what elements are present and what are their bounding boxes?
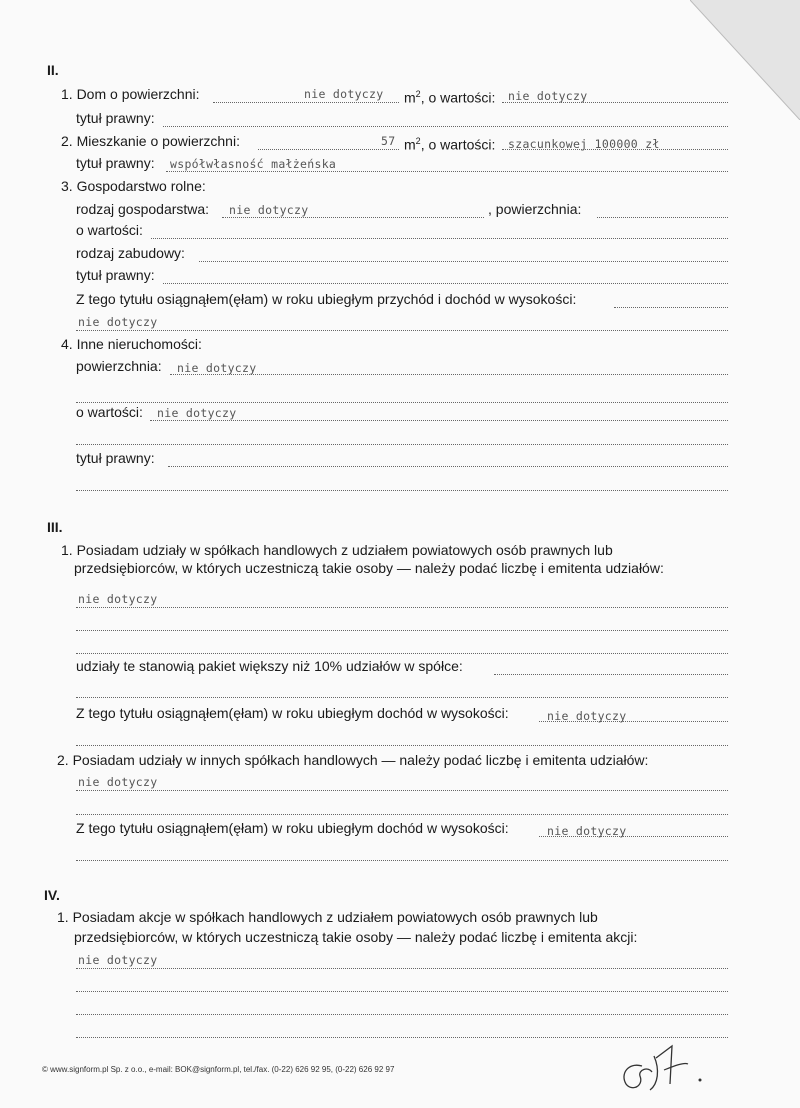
farm-label: 3. Gospodarstwo rolne: xyxy=(61,178,206,194)
farm-type-value: nie dotyczy xyxy=(229,203,309,217)
house-title-label: tytuł prawny: xyxy=(76,110,155,126)
other-title-label: tytuł prawny: xyxy=(76,450,155,466)
farm-income-label: Z tego tytułu osiągnąłem(ęłam) w roku ubiegłym przychód i dochód w wysokości: xyxy=(76,291,577,307)
farm-area-label: , powierzchnia: xyxy=(488,201,582,217)
income1-label: Z tego tytułu osiągnąłem(ęłam) w roku ubiegłym dochód w wysokości: xyxy=(76,705,509,721)
income1-value: nie dotyczy xyxy=(547,709,627,723)
package-label: udziały te stanowią pakiet większy niż 10% udziałów w spółce: xyxy=(76,658,463,674)
section-heading-ii: II. xyxy=(47,62,59,78)
other-value-value: nie dotyczy xyxy=(157,406,237,420)
flat-value: szacunkowej 100000 zł xyxy=(508,137,660,151)
area-unit: $m^2$, o wartości: xyxy=(404,136,496,153)
section-heading-iv: IV. xyxy=(44,887,60,903)
other-property-label: 4. Inne nieruchomości: xyxy=(61,336,202,352)
flat-title-label: tytuł prawny: xyxy=(76,155,155,171)
footer-text: © www.signform.pl Sp. z o.o., e-mail: BOK@signform.pl, tel./fax. (0-22) 626 92 95, (0-22) 626 92 97 xyxy=(42,1065,395,1074)
farm-value-label: o wartości: xyxy=(76,222,143,238)
other-area-label: powierzchnia: xyxy=(76,358,162,374)
area-unit: $m^2$, o wartości: xyxy=(404,89,496,106)
signature-image xyxy=(614,1036,714,1096)
shares-line-1: 1. Posiadam udziały w spółkach handlowych z udziałem powiatowych osób prawnych lub xyxy=(61,542,613,558)
flat-title-value: współwłasność małżeńska xyxy=(170,157,337,171)
flat-area-value: 57 xyxy=(381,134,396,148)
section-heading-iii: III. xyxy=(47,519,63,535)
other-shares-value: nie dotyczy xyxy=(78,775,158,789)
house-area-value: nie dotyczy xyxy=(304,87,384,101)
stocks-value: nie dotyczy xyxy=(78,953,158,967)
shares-value: nie dotyczy xyxy=(78,592,158,606)
stocks-line-1: 1. Posiadam akcje w spółkach handlowych z udziałem powiatowych osób prawnych lub xyxy=(57,909,598,925)
farm-type-label: rodzaj gospodarstwa: xyxy=(76,201,210,217)
other-shares-line-1: 2. Posiadam udziały w innych spółkach handlowych — należy podać liczbę i emitenta udziałów: xyxy=(57,752,649,768)
other-value-label: o wartości: xyxy=(76,404,143,420)
income2-label: Z tego tytułu osiągnąłem(ęłam) w roku ubiegłym dochód w wysokości: xyxy=(76,820,509,836)
house-area-label: 1. Dom o powierzchni: xyxy=(61,86,200,102)
farm-income-value: nie dotyczy xyxy=(78,315,158,329)
house-value: nie dotyczy xyxy=(508,89,588,103)
income2-value: nie dotyczy xyxy=(547,824,627,838)
other-area-value: nie dotyczy xyxy=(177,361,257,375)
stocks-line-2: przedsiębiorców, w których uczestniczą takie osoby — należy podać liczbę i emitenta akcji: xyxy=(74,929,638,945)
farm-title-label: tytuł prawny: xyxy=(76,267,155,283)
farm-buildings-label: rodzaj zabudowy: xyxy=(76,245,185,261)
shares-line-2: przedsiębiorców, w których uczestniczą takie osoby — należy podać liczbę i emitenta udziałów: xyxy=(74,560,664,576)
flat-area-label: 2. Mieszkanie o powierzchni: xyxy=(61,133,240,149)
